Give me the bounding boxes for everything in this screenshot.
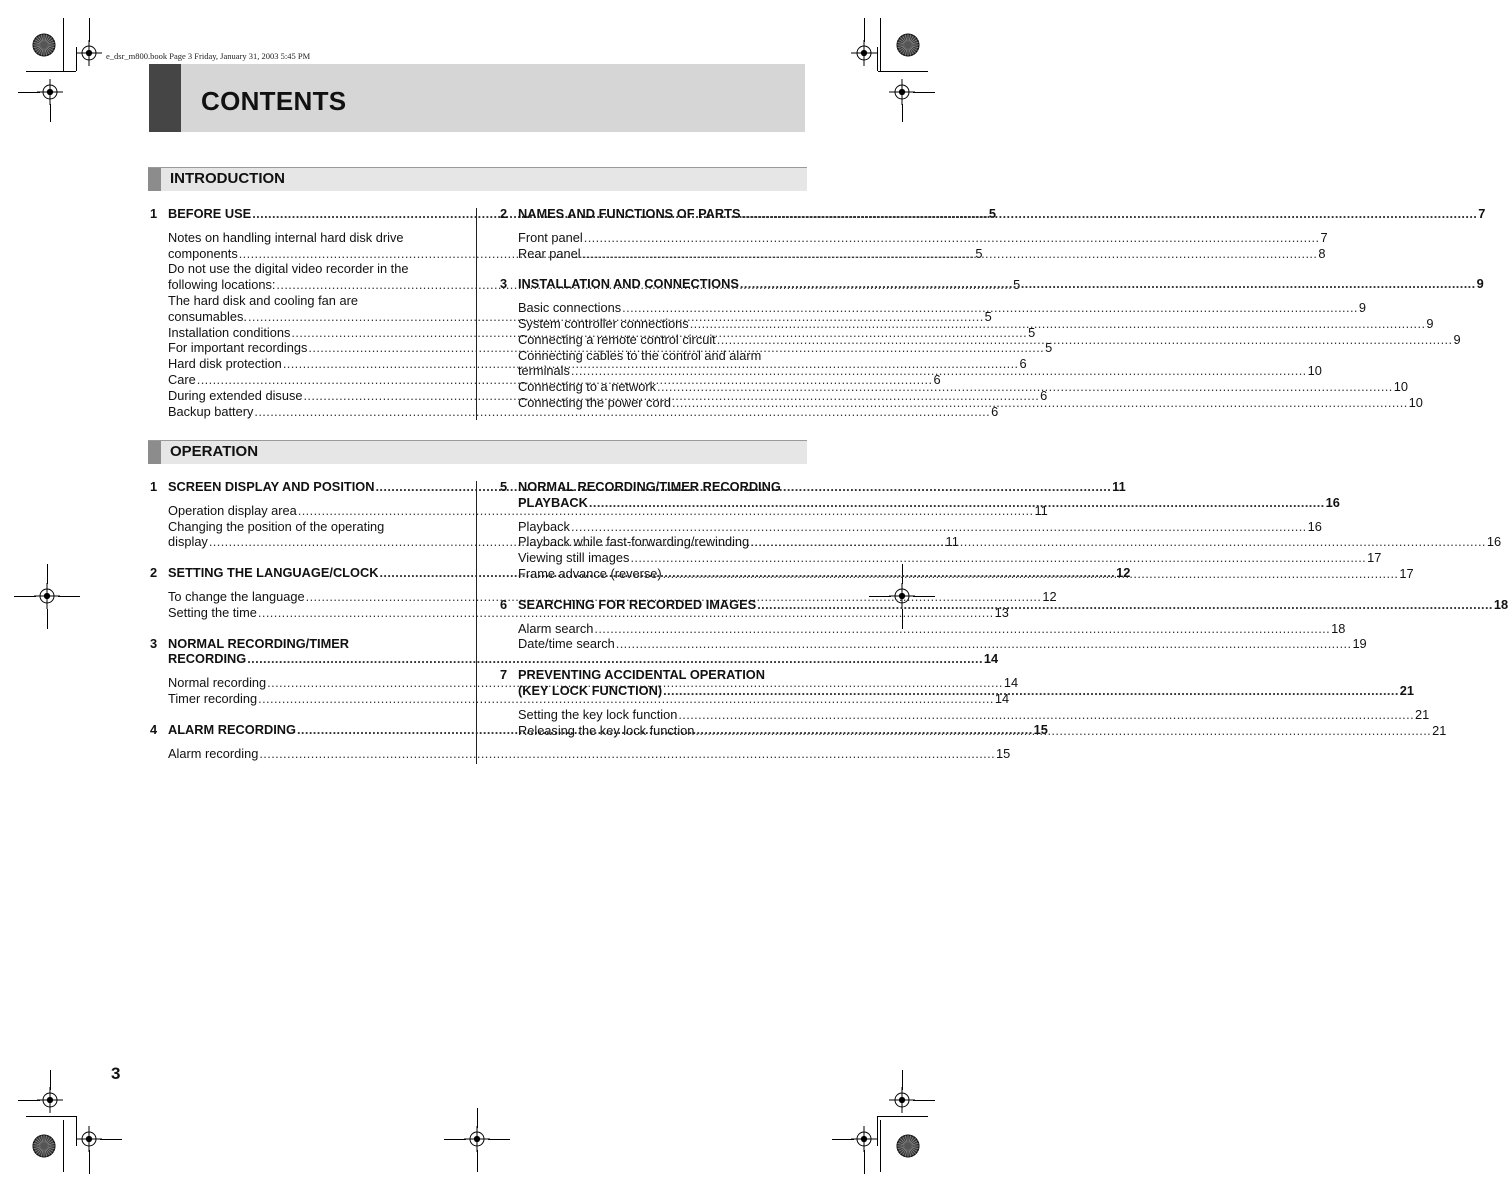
leader-dots bbox=[589, 495, 1325, 511]
chapter-title-block bbox=[518, 206, 1485, 222]
entry-title: Viewing still images bbox=[518, 550, 630, 566]
entry-title: Alarm recording bbox=[168, 745, 259, 761]
entry-page: 7 bbox=[1320, 229, 1328, 245]
chapter-title: PLAYBACK bbox=[518, 494, 588, 510]
toc-entry bbox=[518, 636, 1367, 652]
entry-title: Timer recording bbox=[168, 690, 258, 706]
registration-target-icon bbox=[889, 1087, 915, 1113]
entry-row bbox=[518, 331, 1461, 348]
toc-entry bbox=[518, 229, 1328, 246]
toc-entry bbox=[168, 745, 1011, 762]
crop-mark-line bbox=[89, 18, 90, 42]
chapter-title: RECORDING bbox=[168, 651, 247, 667]
entry-page: 9 bbox=[1426, 315, 1434, 331]
entry-page: 21 bbox=[1432, 722, 1447, 738]
leader-dots bbox=[740, 276, 1476, 292]
entry-page: 5 bbox=[1013, 277, 1021, 293]
entry-row bbox=[518, 379, 1408, 395]
entry-page: 10 bbox=[1307, 363, 1322, 379]
page-title: CONTENTS bbox=[201, 86, 347, 116]
toc-entries bbox=[518, 229, 1328, 262]
entry-title: Playback bbox=[518, 518, 570, 534]
chapter-number: 3 bbox=[150, 635, 158, 651]
chapter-title: SCREEN DISPLAY AND POSITION bbox=[168, 479, 375, 494]
crop-mark-line bbox=[14, 596, 36, 597]
color-calibration-disk-icon bbox=[32, 1134, 56, 1158]
crop-mark-line bbox=[76, 47, 77, 71]
chapter-title-line1: NORMAL RECORDING/TIMER bbox=[168, 635, 350, 651]
leader-dots bbox=[657, 379, 1393, 395]
entry-page: 15 bbox=[996, 745, 1011, 761]
entry-page: 8 bbox=[1318, 245, 1326, 261]
entry-title-line1: Do not use the digital video recorder in the bbox=[168, 261, 409, 277]
registration-target-icon bbox=[37, 1087, 63, 1113]
entry-title: Frame advance (reverse) bbox=[518, 565, 662, 581]
toc-chapter bbox=[500, 206, 1486, 261]
crop-mark-line bbox=[47, 609, 48, 629]
chapter-heading bbox=[500, 206, 1486, 222]
entry-title: Backup battery bbox=[168, 403, 254, 419]
entry-row bbox=[518, 518, 1322, 535]
crop-mark-line bbox=[477, 1150, 478, 1172]
entry-row bbox=[518, 245, 1326, 262]
crop-mark-line bbox=[63, 1120, 64, 1172]
title-tab bbox=[149, 64, 181, 132]
registration-target-icon bbox=[37, 79, 63, 105]
leader-dots bbox=[571, 363, 1307, 379]
chapter-title-block bbox=[518, 276, 1484, 292]
section-tab bbox=[148, 441, 161, 464]
registration-target-icon bbox=[851, 1126, 877, 1152]
crop-mark-line bbox=[913, 1100, 935, 1101]
entry-title: Operation display area bbox=[168, 502, 297, 518]
leader-dots bbox=[584, 230, 1320, 246]
entry-title: Playback while fast-forwarding/rewinding bbox=[518, 534, 750, 550]
chapter-number: 2 bbox=[500, 206, 508, 221]
section-title: OPERATION bbox=[170, 443, 259, 460]
entry-title: System controller connections bbox=[518, 315, 689, 331]
entry-page: 10 bbox=[1393, 379, 1408, 395]
chapter-title-block bbox=[518, 667, 1414, 699]
entry-page: 9 bbox=[1358, 300, 1366, 316]
crop-mark-line bbox=[58, 596, 80, 597]
registration-target-icon bbox=[889, 79, 915, 105]
leader-dots bbox=[622, 300, 1358, 316]
entry-title-line1: Changing the position of the operating bbox=[168, 518, 385, 534]
column-divider bbox=[476, 208, 477, 420]
entry-title: Connecting the power cord bbox=[518, 394, 671, 410]
leader-dots bbox=[717, 332, 1453, 348]
crop-mark-line bbox=[878, 1116, 928, 1117]
crop-mark-line bbox=[50, 1070, 51, 1090]
entry-title: terminals bbox=[518, 363, 570, 379]
toc-entry bbox=[518, 245, 1326, 262]
chapter-title-row bbox=[518, 276, 1484, 292]
toc-entry bbox=[518, 394, 1423, 411]
chapter-heading bbox=[500, 276, 1484, 292]
entry-title: Hard disk protection bbox=[168, 356, 282, 372]
chapter-number: 1 bbox=[150, 479, 158, 494]
entry-title: Setting the time bbox=[168, 604, 257, 620]
crop-mark-line bbox=[877, 47, 878, 71]
entry-title-line1: Notes on handling internal hard disk drive bbox=[168, 229, 404, 245]
crop-mark-line bbox=[902, 104, 903, 122]
entry-page: 16 bbox=[1486, 534, 1502, 550]
entry-page: 16 bbox=[1307, 518, 1322, 534]
entry-row bbox=[518, 550, 1382, 566]
entry-title: components bbox=[168, 245, 238, 261]
entry-title: Normal recording bbox=[168, 675, 267, 691]
toc-entry bbox=[518, 706, 1430, 723]
crop-mark-line bbox=[26, 71, 76, 72]
crop-mark-line bbox=[864, 1150, 865, 1174]
leader-dots bbox=[594, 621, 1330, 637]
entry-title-line1: Connecting cables to the control and alarm bbox=[518, 347, 762, 363]
toc-entry bbox=[518, 315, 1434, 332]
entry-page: 11 bbox=[945, 534, 959, 550]
toc-entries bbox=[168, 745, 1011, 762]
entry-title: display bbox=[168, 534, 208, 550]
entry-title: Rear panel bbox=[518, 245, 581, 261]
crop-mark-line bbox=[47, 564, 48, 584]
entry-title: To change the language bbox=[168, 588, 305, 604]
leader-dots bbox=[678, 707, 1414, 723]
print-header-meta: e_dsr_m800.book Page 3 Friday, January 31, 2003 5:45 PM bbox=[106, 51, 311, 61]
entry-title: consumables. bbox=[168, 308, 247, 324]
chapter-title: BEFORE USE bbox=[168, 206, 252, 221]
entry-page: 21 bbox=[1415, 706, 1430, 722]
toc-entry bbox=[518, 300, 1366, 316]
toc-entry bbox=[518, 518, 1322, 535]
crop-mark-line bbox=[902, 1070, 903, 1090]
entry-title: For important recordings bbox=[168, 340, 308, 356]
crop-mark-line bbox=[18, 1100, 40, 1101]
page-number: 3 bbox=[111, 1064, 121, 1083]
toc-entry bbox=[518, 620, 1346, 637]
chapter-page: 5 bbox=[988, 206, 997, 221]
registration-target-icon bbox=[76, 1126, 102, 1152]
entry-title-line1: The hard disk and cooling fan are bbox=[168, 292, 358, 308]
crop-mark-line bbox=[880, 18, 881, 72]
chapter-number: 3 bbox=[500, 276, 508, 292]
chapter-title: SETTING THE LANGUAGE/CLOCK bbox=[168, 565, 379, 581]
crop-mark-line bbox=[832, 1139, 854, 1140]
toc-column-intro-right bbox=[500, 206, 1486, 426]
crop-mark-line bbox=[26, 1116, 76, 1117]
crop-mark-line bbox=[50, 104, 51, 122]
entry-row bbox=[518, 636, 1367, 652]
chapter-title: (KEY LOCK FUNCTION) bbox=[518, 682, 663, 698]
entry-page: 6 bbox=[991, 403, 999, 419]
entry-title: Installation conditions bbox=[168, 324, 291, 340]
leader-dots bbox=[742, 206, 1478, 222]
entry-title: During extended disuse bbox=[168, 387, 303, 403]
entry-row bbox=[168, 745, 1011, 762]
chapter-page: 7 bbox=[1478, 206, 1486, 221]
leader-dots bbox=[750, 534, 1486, 550]
chapter-number: 4 bbox=[150, 721, 158, 737]
chapter-title-line1: NORMAL RECORDING/TIMER RECORDING bbox=[518, 479, 781, 494]
chapter-page: 9 bbox=[1476, 276, 1484, 292]
color-calibration-disk-icon bbox=[896, 33, 920, 57]
crop-mark-line bbox=[880, 1120, 881, 1172]
toc-entry bbox=[168, 403, 999, 420]
toc-entries bbox=[518, 620, 1367, 653]
color-calibration-disk-icon bbox=[32, 33, 56, 57]
chapter-title: ALARM RECORDING bbox=[168, 721, 296, 737]
crop-mark-line bbox=[864, 18, 865, 42]
entry-page: 9 bbox=[1453, 331, 1461, 347]
chapter-title: SEARCHING FOR RECORDED IMAGES bbox=[518, 596, 757, 612]
entry-page: 12 bbox=[1042, 588, 1057, 604]
entry-page: 6 bbox=[933, 371, 941, 387]
crop-mark-line bbox=[877, 1116, 878, 1146]
entry-title: Releasing the key lock function bbox=[518, 722, 695, 738]
section-header-operation bbox=[148, 440, 807, 464]
leader-dots bbox=[630, 550, 1366, 566]
entry-title: Basic connections bbox=[518, 300, 622, 316]
chapter-number: 1 bbox=[150, 206, 158, 221]
toc-entry bbox=[518, 347, 1322, 380]
chapter-page: 18 bbox=[1493, 596, 1508, 612]
leader-dots bbox=[582, 246, 1318, 262]
toc-entries bbox=[518, 300, 1461, 411]
leader-dots bbox=[757, 597, 1493, 613]
entry-title: Alarm search bbox=[518, 620, 594, 636]
chapter-title-block bbox=[518, 479, 1340, 511]
entry-page: 6 bbox=[1019, 356, 1027, 372]
chapter-page: 16 bbox=[1325, 494, 1340, 510]
entry-row bbox=[518, 706, 1430, 723]
entry-title: Setting the key lock function bbox=[518, 706, 678, 722]
crop-mark-line bbox=[89, 1150, 90, 1174]
entry-page: 5 bbox=[984, 308, 992, 324]
crop-mark-line bbox=[913, 92, 935, 93]
crop-mark-line bbox=[100, 1139, 122, 1140]
entry-title: Connecting a remote control circuit bbox=[518, 331, 716, 347]
entry-title: Care bbox=[168, 371, 196, 387]
leader-dots bbox=[672, 395, 1408, 411]
toc-entry bbox=[518, 379, 1408, 395]
crop-mark-line bbox=[878, 71, 928, 72]
registration-target-icon bbox=[76, 40, 102, 66]
registration-target-icon bbox=[851, 40, 877, 66]
leader-dots bbox=[616, 636, 1352, 652]
chapter-title: INSTALLATION AND CONNECTIONS bbox=[518, 276, 739, 292]
chapter-title-block bbox=[518, 597, 1508, 613]
crop-mark-line bbox=[18, 92, 40, 93]
entry-title: following locations: bbox=[168, 277, 276, 293]
entry-row bbox=[518, 363, 1322, 379]
crop-mark-line bbox=[477, 1108, 478, 1128]
registration-target-icon bbox=[34, 583, 60, 609]
section-title: INTRODUCTION bbox=[170, 170, 285, 187]
entry-page: 5 bbox=[975, 245, 983, 261]
chapter-page: 21 bbox=[1399, 682, 1415, 698]
chapter-title-row bbox=[518, 495, 1340, 511]
entry-page: 13 bbox=[994, 604, 1009, 620]
chapter-page: 15 bbox=[1033, 721, 1048, 737]
entry-page: 5 bbox=[1028, 324, 1036, 340]
crop-mark-line bbox=[488, 1139, 510, 1140]
color-calibration-disk-icon bbox=[896, 1134, 920, 1158]
toc-chapter bbox=[500, 276, 1484, 410]
entry-title: Connecting to a network bbox=[518, 379, 657, 395]
entry-row bbox=[518, 394, 1423, 411]
entry-page: 14 bbox=[1003, 675, 1019, 691]
chapter-title: NAMES AND FUNCTIONS OF PARTS bbox=[518, 206, 741, 221]
entry-page: 5 bbox=[1045, 340, 1053, 356]
leader-dots bbox=[663, 683, 1399, 699]
entry-row bbox=[518, 620, 1346, 637]
entry-page: 10 bbox=[1408, 394, 1423, 410]
chapter-number: 7 bbox=[500, 667, 508, 683]
toc-entry bbox=[518, 550, 1382, 566]
toc-entry bbox=[518, 331, 1461, 348]
section-header-introduction bbox=[148, 167, 807, 191]
leader-dots bbox=[690, 316, 1426, 332]
crop-mark-line bbox=[76, 1116, 77, 1146]
entry-title: Date/time search bbox=[518, 636, 615, 652]
leader-dots bbox=[695, 723, 1431, 739]
entry-page: 17 bbox=[1399, 565, 1414, 581]
column-divider bbox=[476, 481, 477, 764]
entry-row bbox=[518, 300, 1366, 316]
chapter-title-row bbox=[518, 206, 1485, 222]
entry-page: 18 bbox=[1331, 620, 1346, 636]
entry-page: 17 bbox=[1367, 550, 1382, 566]
leader-dots bbox=[571, 519, 1307, 535]
entry-page: 11 bbox=[1034, 502, 1048, 518]
leader-dots bbox=[663, 566, 1399, 582]
entry-page: 6 bbox=[1040, 387, 1048, 403]
chapter-number: 6 bbox=[500, 596, 508, 612]
chapter-page: 11 bbox=[1112, 479, 1126, 494]
crop-mark-line bbox=[63, 18, 64, 72]
entry-title: Front panel bbox=[518, 229, 583, 245]
registration-target-icon bbox=[464, 1126, 490, 1152]
entry-row bbox=[168, 403, 999, 420]
entry-page: 19 bbox=[1352, 636, 1367, 652]
crop-mark-line bbox=[444, 1139, 466, 1140]
chapter-title-line1: PREVENTING ACCIDENTAL OPERATION bbox=[518, 667, 765, 683]
entry-row bbox=[518, 229, 1328, 246]
chapter-number: 5 bbox=[500, 479, 508, 494]
entry-row bbox=[518, 315, 1434, 332]
chapter-title-row bbox=[518, 683, 1414, 699]
chapter-page: 14 bbox=[983, 651, 999, 667]
chapter-number: 2 bbox=[150, 565, 158, 581]
section-tab bbox=[148, 168, 161, 191]
chapter-title-row bbox=[518, 597, 1508, 613]
chapter-page: 12 bbox=[1116, 565, 1131, 581]
entry-page: 14 bbox=[994, 690, 1010, 706]
